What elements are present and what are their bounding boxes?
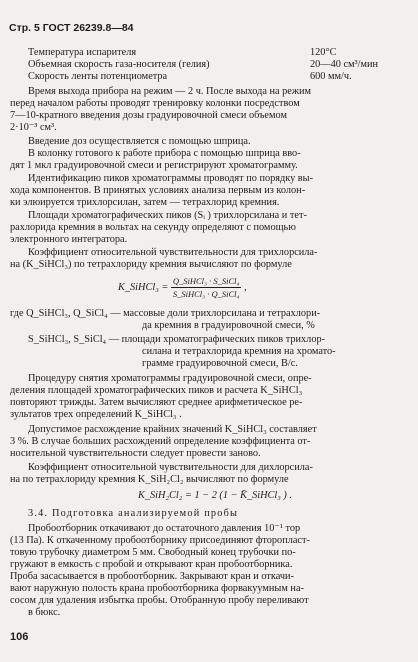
param-value: 600 мм/ч. (310, 71, 352, 82)
formula-k-sihcl3 (118, 276, 247, 299)
text-line: в бюкс. (28, 607, 61, 618)
formula-k-sih2cl2: K_SiH₂Cl₂ = 1 − 2 (1 − K̄_SiHCl₃ ) . (138, 490, 293, 501)
formula-numerator: Q_SiHCl₃ · S_SiCl₄ (172, 276, 240, 286)
text-line: сосом для удаления избытка пробы. Отобранную пробу переливают (10, 595, 309, 606)
text-line: 7—10-кратного введения дозы градуировочной смеси объемом (10, 110, 287, 121)
formula-lhs: K_SiHCl₃ = (118, 281, 169, 293)
text-line: где Q_SiHCl₃, Q_SiCl₄ — массовые доли трихлорсилана и тетрахлори- (10, 308, 321, 319)
text-line: 2·10⁻³ см³. (10, 122, 57, 133)
text-line: рахлорида кремния в вольтах на секунду определяют с помощью (10, 222, 296, 233)
text-line: Проба засасывается в пробоотборник. Закрывают кран и откачи- (10, 571, 294, 582)
text-line: хода компонентов. В принятых условиях анализа первым из колон- (10, 185, 306, 196)
text-line: грамме градуировочной смеси, В/с. (142, 358, 298, 369)
param-label: Объемная скорость газа-носителя (гелия) (28, 59, 210, 70)
text-line: вают наружную полость крана пробоотборника форвакуумным на- (10, 583, 304, 594)
text-line: силана и тетрахлорида кремния на хромато- (142, 346, 336, 357)
text-line: (13 Па). К откаченному пробоотборнику присоединяют фторопласт- (10, 535, 310, 546)
page-header: Стр. 5 ГОСТ 26239.8—84 (9, 22, 134, 34)
text-line: Время выхода прибора на режим — 2 ч. После выхода на режим (28, 86, 312, 97)
text-line: S_SiHCl₃, S_SiCl₄ — площади хроматографических пиков трихлор- (28, 334, 326, 345)
text-line: дят 1 мкл градуировочной смеси и регистрируют хроматограмму. (10, 160, 298, 171)
param-label: Температура испарителя (28, 47, 137, 58)
param-value: 20—40 см³/мин (310, 59, 379, 70)
param-label: Скорость ленты потенциометра (28, 71, 168, 82)
text-line: товую трубочку диаметром 5 мм. Свободный конец трубочки по- (10, 547, 296, 558)
text-line: перед началом работы проводят тренировку колонки посредством (10, 98, 300, 109)
text-line: электронного интегратора. (10, 234, 128, 245)
text-line: Площади хроматографических пиков (Sᵢ ) трихлорсилана и тет- (28, 210, 307, 221)
param-value: 120°С (310, 47, 337, 58)
text-line: Коэффициент относительной чувствительности для дихлорсила- (28, 462, 313, 473)
text-line: Процедуру снятия хроматограммы градуировочной смеси, опре- (28, 373, 312, 384)
text-line: В колонку готового к работе прибора с помощью шприца вво- (28, 148, 301, 159)
text-line: повторяют трижды. Затем вычисляют среднее арифметическое ре- (10, 397, 303, 408)
section-heading: 3.4. Подготовка анализируемой пробы (28, 508, 239, 519)
text-line: да кремния в градуировочной смеси, % (142, 320, 315, 331)
text-line: Допустимое расхождение крайних значений K_SiHCl₃ составляет (28, 424, 317, 435)
text-line: Идентификацию пиков хроматограммы проводят по порядку вы- (28, 173, 314, 184)
text-line: деления площадей хроматографических пиков и расчета K_SiHCl₃ (10, 385, 303, 396)
text-line: гружают в емкость с пробой и открывают кран пробоотборника. (10, 559, 293, 570)
text-line: на по тетрахлориду кремния K_SiH₂Cl₂ вычисляют по формуле (10, 474, 289, 485)
formula-denominator: S_SiHCl₃ · Q_SiCl₄ (172, 289, 240, 299)
text-line: зультатов трех определений K̄_SiHCl₃ . (10, 409, 182, 420)
formula-tail: , (244, 281, 247, 293)
text-line: Пробоотборник откачивают до остаточного давления 10⁻¹ тор (28, 523, 301, 534)
text-line: 3 %. В случае больших расхождений определение коэффициента от- (10, 436, 311, 447)
formula-fraction (171, 276, 242, 299)
text-line: Введение доз осуществляется с помощью шприца. (28, 136, 251, 147)
text-line: Коэффициент относительной чувствительности для трихлорсила- (28, 247, 318, 258)
page-number: 106 (10, 631, 29, 643)
text-line: ки элюируется трихлорсилан, затем — тетрахлорид кремния. (10, 197, 280, 208)
text-line: носительной чувствительности следует провести заново. (10, 448, 261, 459)
text-line: на (K_SiHCl₃) по тетрахлориду кремния вычисляют по формуле (10, 259, 292, 270)
